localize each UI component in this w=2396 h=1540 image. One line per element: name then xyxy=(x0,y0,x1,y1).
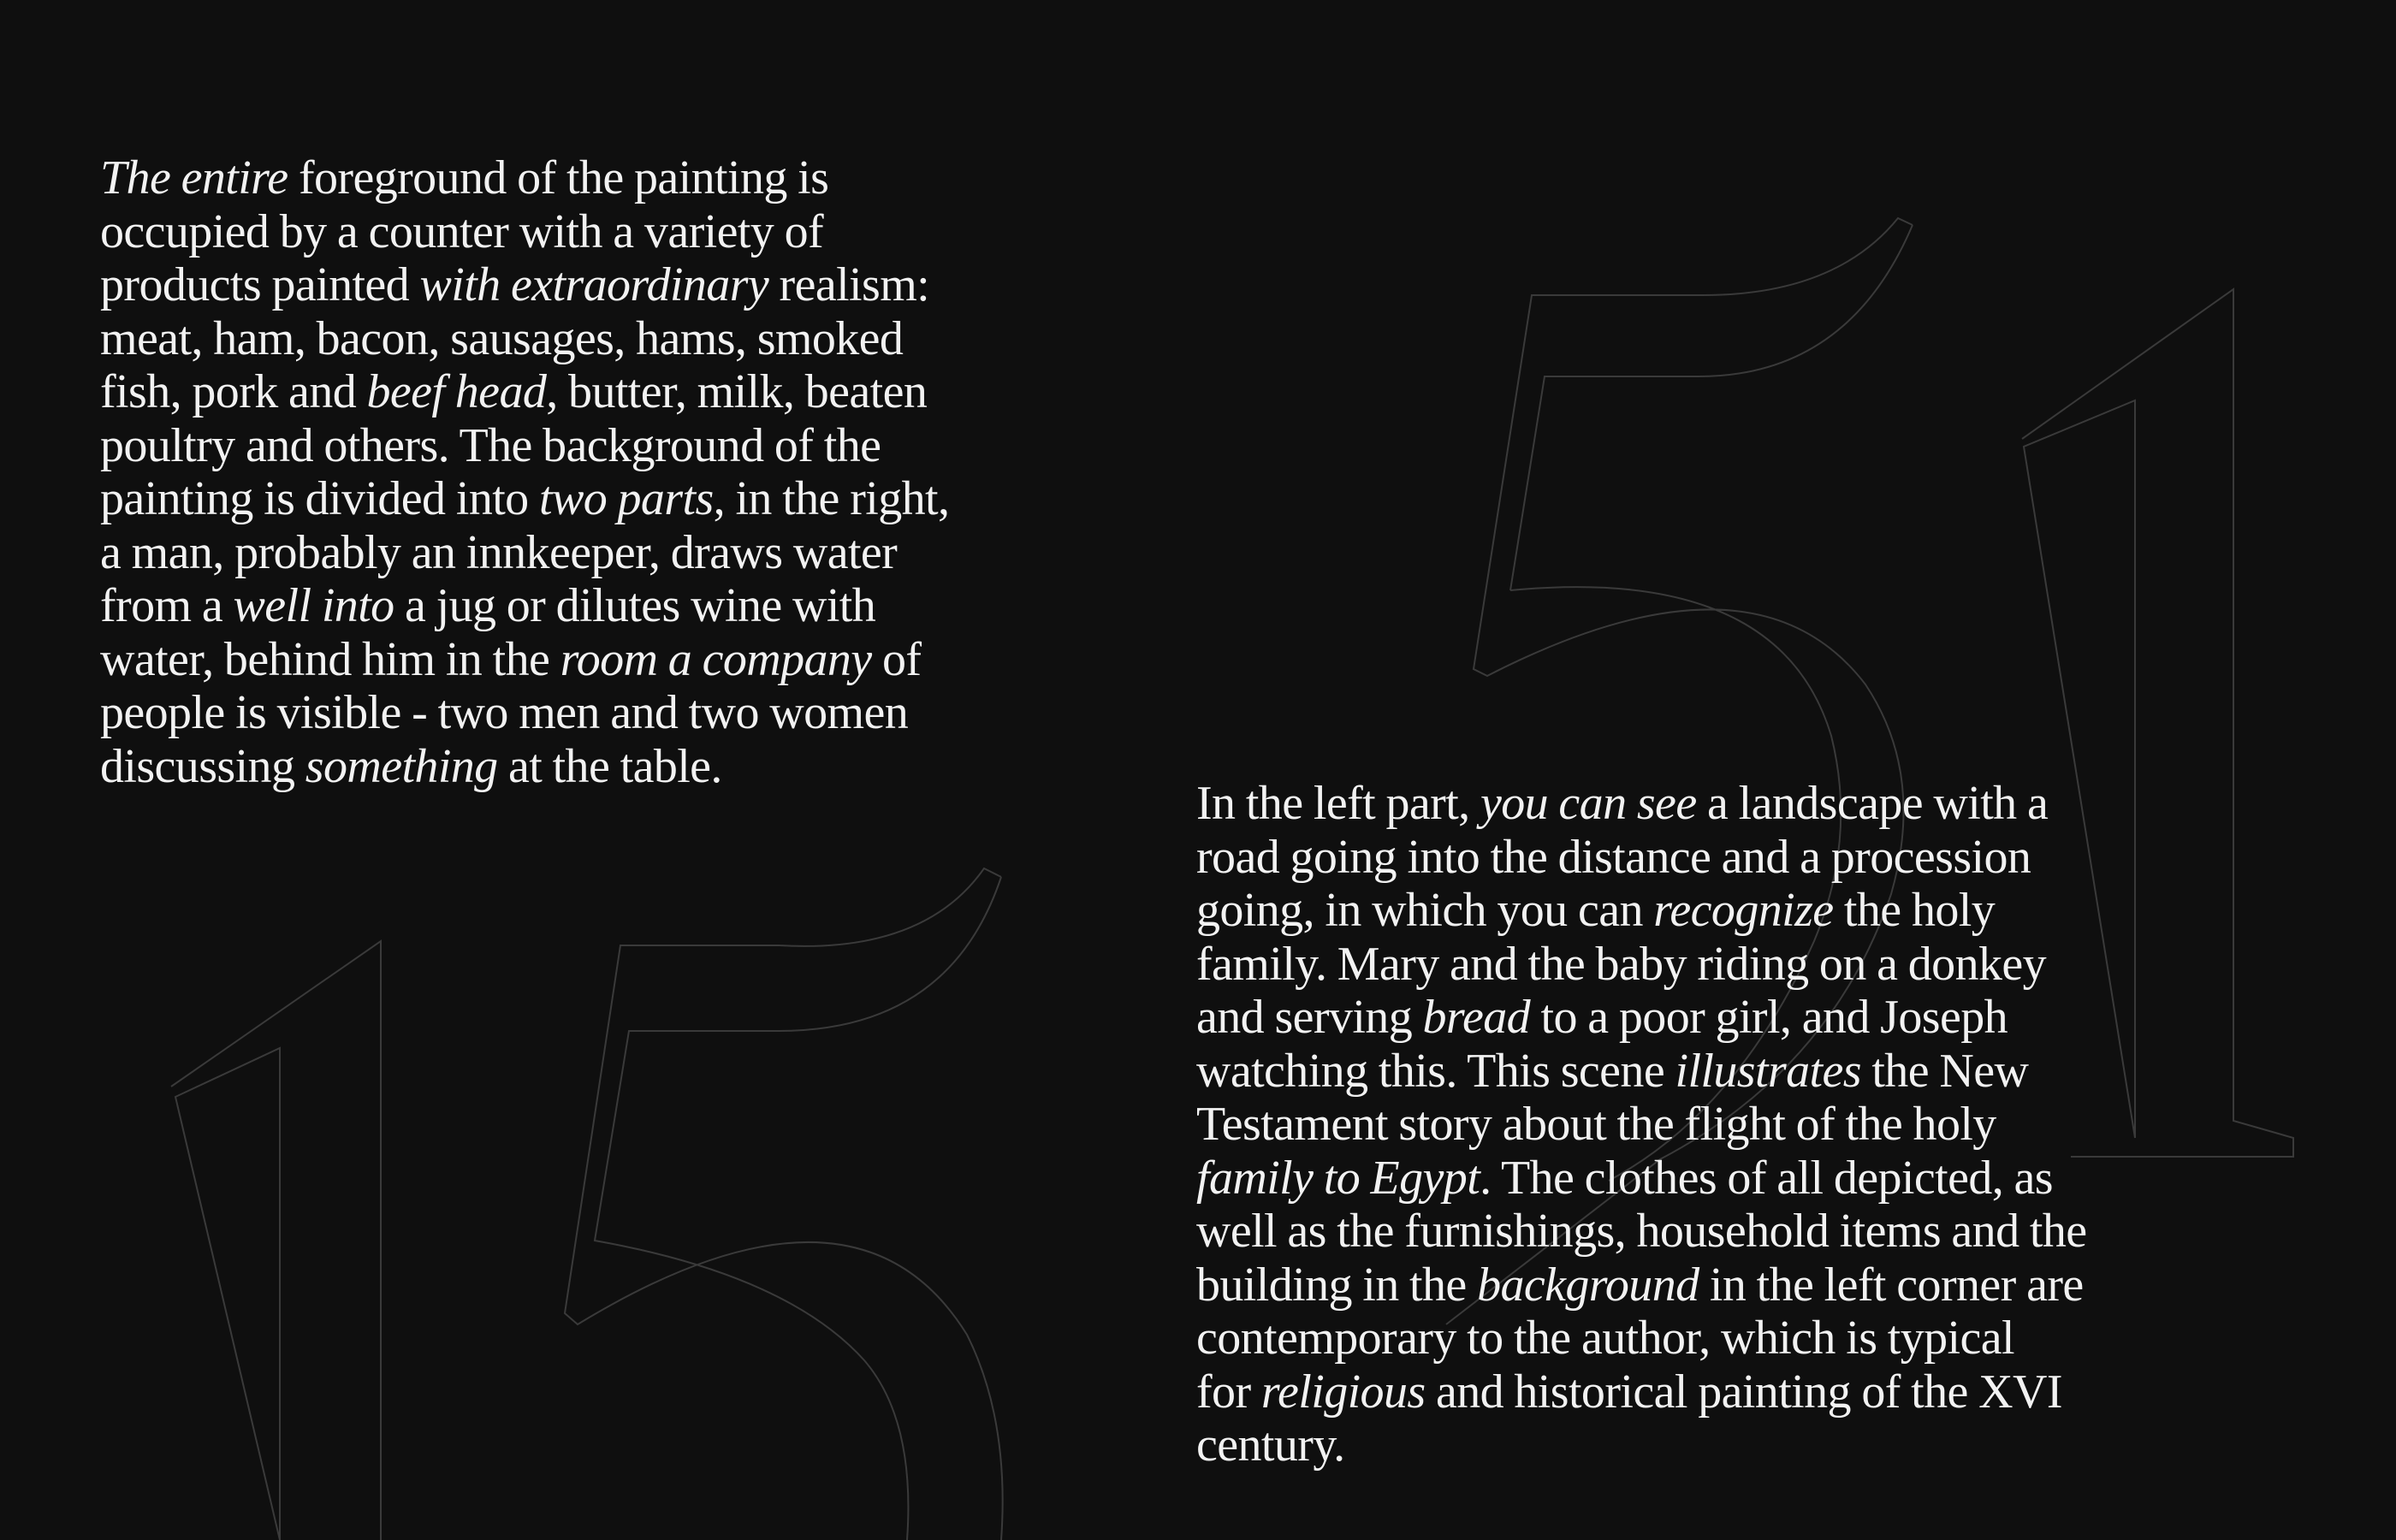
text-run: building in the xyxy=(1196,1258,1478,1312)
text-run: century. xyxy=(1196,1419,1345,1472)
text-run: water, behind him in the xyxy=(100,632,560,686)
text-run: contemporary to the author, which is typical xyxy=(1196,1312,2014,1365)
text-run: a man, probably an innkeeper, draws water xyxy=(100,525,898,579)
italic-phrase: illustrates xyxy=(1675,1044,1861,1098)
text-line xyxy=(1196,884,2086,938)
text-run: the New xyxy=(1860,1044,2029,1098)
text-run: Testament story about the flight of the holy xyxy=(1196,1098,1996,1151)
text-run: of xyxy=(871,632,922,686)
text-line xyxy=(100,151,949,205)
text-line xyxy=(1196,1098,2086,1152)
text-line xyxy=(100,526,949,580)
text-run: and historical painting of the XVI xyxy=(1425,1365,2062,1419)
text-block-left-part xyxy=(1196,777,2086,1472)
italic-phrase: beef head xyxy=(366,365,547,418)
text-line xyxy=(1196,831,2086,885)
text-run: painting is divided into xyxy=(100,472,539,525)
text-line xyxy=(1196,1205,2086,1259)
text-line xyxy=(100,419,949,473)
text-run: , in the right, xyxy=(713,472,950,525)
text-line xyxy=(100,258,949,312)
text-line xyxy=(1196,938,2086,992)
text-line xyxy=(100,633,949,687)
text-line xyxy=(1196,1312,2086,1365)
italic-phrase: recognize xyxy=(1653,884,1834,937)
italic-phrase: something xyxy=(305,739,498,793)
italic-phrase: religious xyxy=(1260,1365,1426,1419)
text-run: meat, ham, bacon, sausages, hams, smoked xyxy=(100,311,904,365)
text-line xyxy=(1196,777,2086,831)
text-line xyxy=(100,472,949,526)
italic-phrase: two parts xyxy=(538,472,714,525)
text-run: watching this. This scene xyxy=(1196,1044,1675,1098)
italic-phrase: family to Egypt xyxy=(1196,1151,1480,1205)
italic-phrase: bread xyxy=(1422,991,1531,1044)
text-run: foreground of the painting is xyxy=(288,151,829,204)
text-line xyxy=(1196,1152,2086,1205)
text-run: poultry and others. The background of the xyxy=(100,418,881,472)
text-run: and serving xyxy=(1196,991,1423,1044)
text-line xyxy=(100,312,949,366)
text-run: realism: xyxy=(768,258,930,311)
text-run: from a xyxy=(100,579,234,632)
text-run: a landscape with a xyxy=(1696,777,2049,830)
text-run: occupied by a counter with a variety of xyxy=(100,204,824,258)
text-line xyxy=(1196,1419,2086,1472)
text-run: the holy xyxy=(1833,884,1996,937)
text-run: to a poor girl, and Joseph xyxy=(1530,991,2008,1044)
text-run: going, in which you can xyxy=(1196,884,1654,937)
italic-phrase: with extraordinary xyxy=(419,258,769,311)
outline-digit-one-left xyxy=(171,941,381,1540)
text-run: In the left part, xyxy=(1196,777,1480,830)
italic-phrase: you can see xyxy=(1480,777,1697,830)
text-run: discussing xyxy=(100,739,305,793)
italic-phrase: background xyxy=(1477,1258,1699,1312)
text-line xyxy=(100,579,949,633)
text-run: well as the furnishings, household items and the xyxy=(1196,1205,2087,1258)
text-run: people is visible - two men and two women xyxy=(100,686,909,739)
italic-phrase: well into xyxy=(233,579,394,632)
text-run: a jug or dilutes wine with xyxy=(394,579,876,632)
text-run: products painted xyxy=(100,258,420,311)
text-run: family. Mary and the baby riding on a donkey xyxy=(1196,937,2047,991)
text-run: in the left corner are xyxy=(1699,1258,2084,1312)
text-line xyxy=(1196,1045,2086,1099)
text-run: for xyxy=(1196,1365,1261,1419)
text-block-foreground xyxy=(100,151,949,793)
text-line xyxy=(100,686,949,740)
text-line xyxy=(100,740,949,794)
text-line xyxy=(1196,991,2086,1045)
text-run: fish, pork and xyxy=(100,365,367,418)
text-line xyxy=(100,205,949,259)
italic-phrase: room a company xyxy=(560,632,872,686)
text-run: . The clothes of all depicted, as xyxy=(1480,1151,2053,1205)
outline-digit-five-left xyxy=(565,868,1003,1540)
italic-phrase: The entire xyxy=(100,151,288,204)
text-run: road going into the distance and a procession xyxy=(1196,830,2031,884)
text-line xyxy=(1196,1365,2086,1419)
text-run: at the table. xyxy=(497,739,722,793)
text-run: , butter, milk, beaten xyxy=(546,365,928,418)
text-line xyxy=(100,365,949,419)
text-line xyxy=(1196,1259,2086,1312)
outline-number-15 xyxy=(171,868,1003,1540)
